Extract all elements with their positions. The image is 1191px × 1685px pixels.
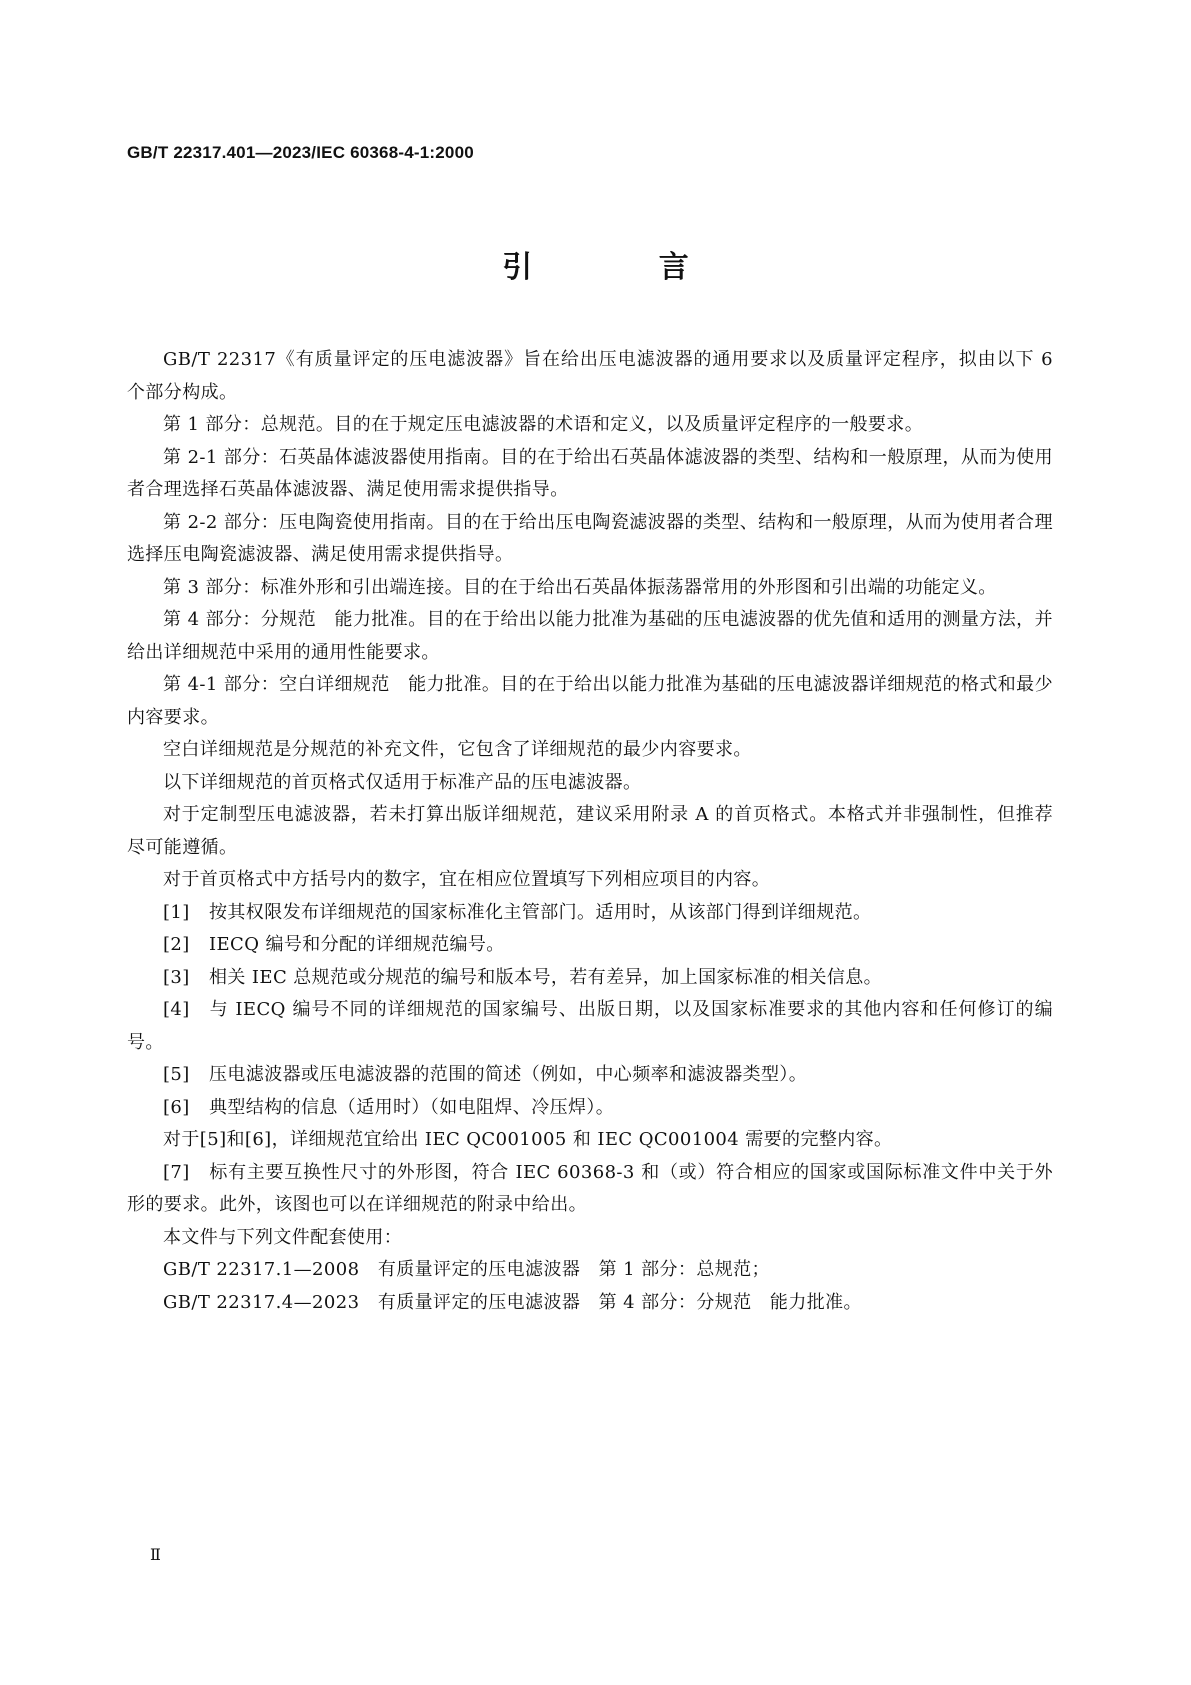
item-number: [3] — [163, 966, 190, 988]
paragraph: 第 4-1 部分：空白详细规范 能力批准。目的在于给出以能力批准为基础的压电滤波器详细规范的格式和最少内容要求。 — [127, 674, 1053, 728]
introduction-body — [127, 344, 1053, 1319]
item-number: [2] — [163, 934, 190, 955]
item-text: 标有主要互换性尺寸的外形图，符合 IEC 60368-3 和（或）符合相应的国家或国际标准文件中关于外形的要求。此外，该图也可以在详细规范的附录中给出。 — [127, 1161, 1053, 1215]
list-item — [127, 1157, 1053, 1222]
paragraph: 以下详细规范的首页格式仅适用于标准产品的压电滤波器。 — [163, 771, 642, 793]
paragraph: GB/T 22317《有质量评定的压电滤波器》旨在给出压电滤波器的通用要求以及质量评定程序，拟由以下 6 个部分构成。 — [127, 349, 1053, 403]
note-paragraph: 对于[5]和[6]，详细规范宜给出 IEC QC001005 和 IEC QC001004 需要的完整内容。 — [163, 1129, 893, 1150]
item-text: 相关 IEC 总规范或分规范的编号和版本号，若有差异，加上国家标准的相关信息。 — [209, 966, 883, 988]
companion-document: GB/T 22317.4—2023 有质量评定的压电滤波器 第 4 部分：分规范 能力批准。 — [163, 1291, 862, 1313]
item-text: IECQ 编号和分配的详细规范编号。 — [209, 934, 505, 955]
paragraph: 第 4 部分：分规范 能力批准。目的在于给出以能力批准为基础的压电滤波器的优先值和适用的测量方法，并给出详细规范中采用的通用性能要求。 — [127, 609, 1053, 663]
page-number: Ⅱ — [150, 1545, 161, 1564]
paragraph: 对于首页格式中方括号内的数字，宜在相应位置填写下列相应项目的内容。 — [163, 869, 771, 890]
paragraph: 第 3 部分：标准外形和引出端连接。目的在于给出石英晶体振荡器常用的外形图和引出端的功能定义。 — [163, 576, 997, 598]
paragraph: 第 2-1 部分：石英晶体滤波器使用指南。目的在于给出石英晶体滤波器的类型、结构和一般原理，从而为使用者合理选择石英晶体滤波器、满足使用需求提供指导。 — [127, 446, 1053, 500]
item-text: 压电滤波器或压电滤波器的范围的简述（例如，中心频率和滤波器类型）。 — [209, 1064, 808, 1085]
paragraph: 空白详细规范是分规范的补充文件，它包含了详细规范的最少内容要求。 — [163, 739, 752, 760]
item-number: [4] — [163, 999, 190, 1020]
page-title: 引 言 — [502, 250, 747, 285]
companion-intro: 本文件与下列文件配套使用： — [163, 1226, 403, 1248]
list-item — [127, 929, 1053, 962]
item-number: [5] — [163, 1064, 190, 1085]
companion-document: GB/T 22317.1—2008 有质量评定的压电滤波器 第 1 部分：总规范； — [163, 1259, 770, 1280]
standard-code-header: GB/T 22317.401—2023/IEC 60368-4-1:2000 — [127, 143, 474, 162]
list-item — [127, 994, 1053, 1059]
paragraph: 第 1 部分：总规范。目的在于规定压电滤波器的术语和定义，以及质量评定程序的一般要求。 — [163, 414, 924, 435]
item-number: [6] — [163, 1096, 190, 1118]
item-number: [1] — [163, 901, 190, 923]
list-item — [127, 1092, 1053, 1125]
list-item — [127, 1059, 1053, 1092]
list-item — [127, 897, 1053, 930]
item-text: 与 IECQ 编号不同的详细规范的国家编号、出版日期，以及国家标准要求的其他内容和任何修订的编号。 — [127, 999, 1053, 1053]
paragraph: 第 2-2 部分：压电陶瓷使用指南。目的在于给出压电陶瓷滤波器的类型、结构和一般原理，从而为使用者合理选择压电陶瓷滤波器、满足使用需求提供指导。 — [127, 511, 1053, 565]
item-text: 按其权限发布详细规范的国家标准化主管部门。适用时，从该部门得到详细规范。 — [209, 901, 872, 923]
paragraph: 对于定制型压电滤波器，若未打算出版详细规范，建议采用附录 A 的首页格式。本格式并非强制性，但推荐尽可能遵循。 — [127, 804, 1053, 858]
list-item — [127, 962, 1053, 995]
item-text: 典型结构的信息（适用时）（如电阻焊、冷压焊）。 — [209, 1096, 615, 1118]
item-number: [7] — [163, 1161, 190, 1183]
